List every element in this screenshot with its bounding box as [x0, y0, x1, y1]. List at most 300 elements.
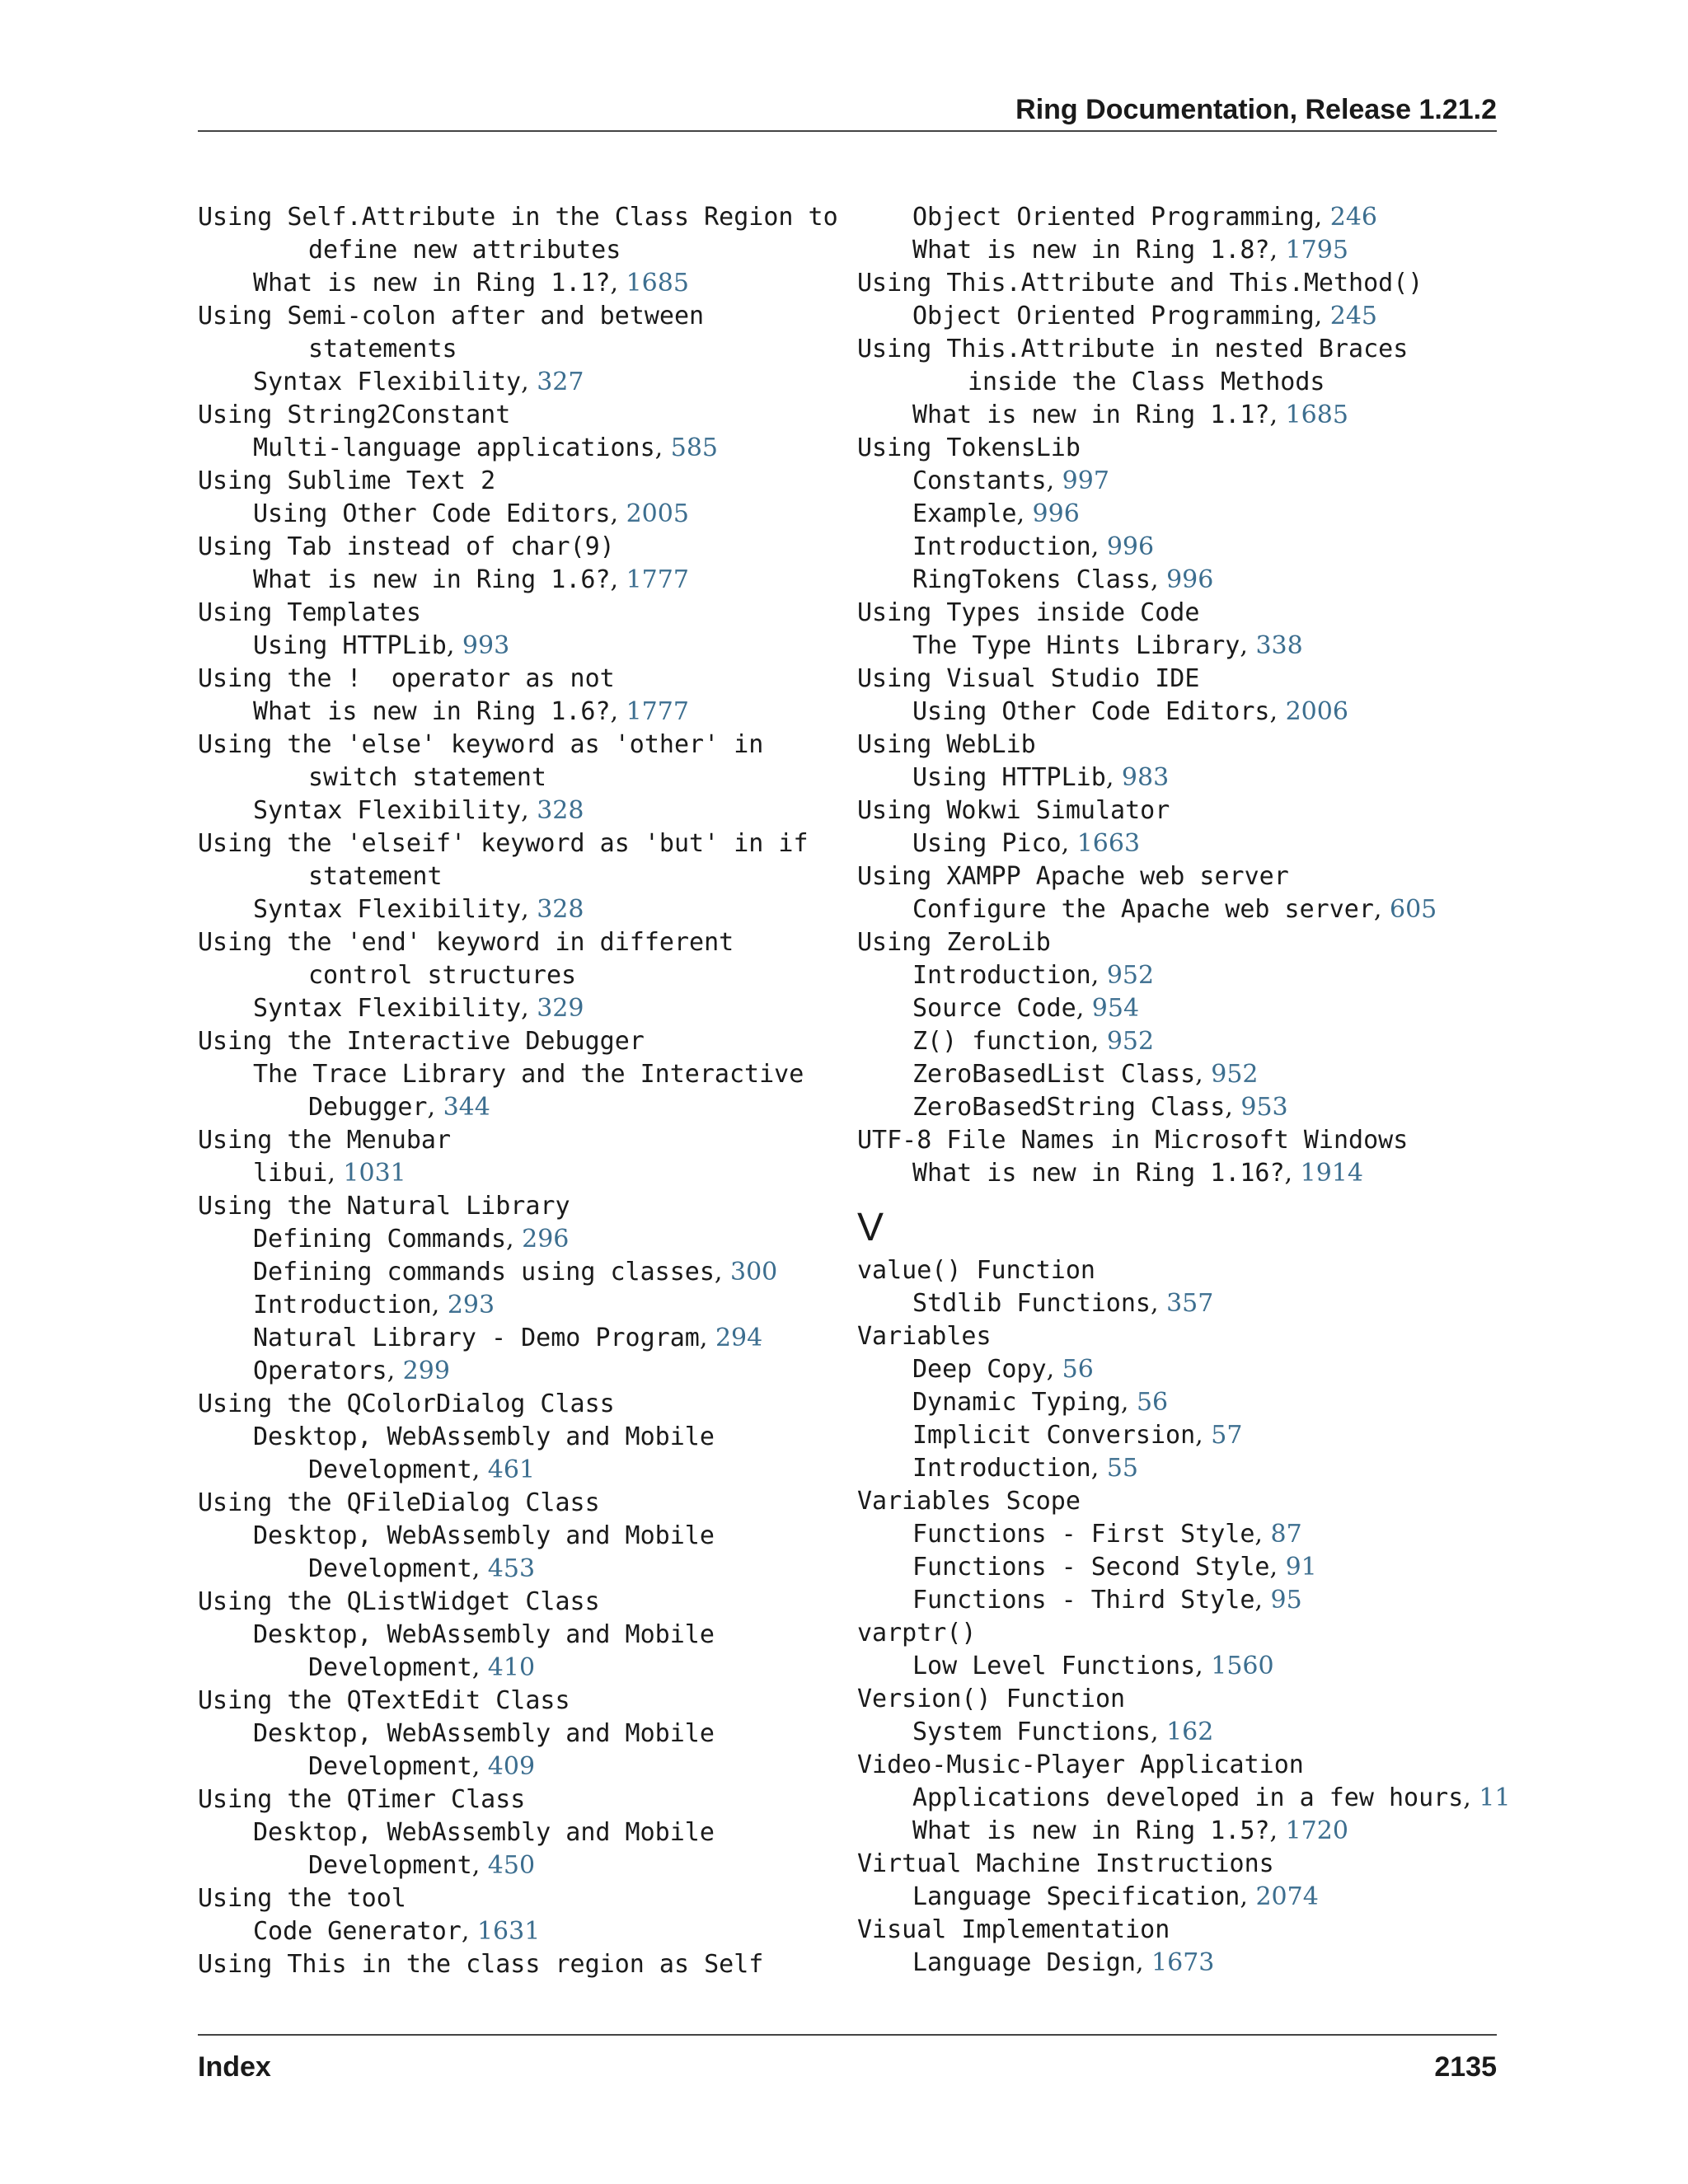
separator-comma: ,: [521, 895, 537, 924]
separator-comma: ,: [1269, 1816, 1286, 1845]
index-text: varptr(): [857, 1619, 977, 1647]
page-link[interactable]: 585: [670, 434, 719, 462]
index-line: [198, 1816, 841, 1849]
index-subterm: [198, 696, 841, 729]
index-line: [857, 564, 1517, 597]
separator-comma: ,: [1150, 1718, 1167, 1746]
index-line: [198, 498, 841, 531]
index-text: Using Visual Studio IDE: [857, 664, 1200, 693]
index-line: [857, 663, 1517, 696]
page-link[interactable]: 344: [443, 1093, 490, 1122]
index-line: [857, 1914, 1517, 1947]
index-text: Using Semi-colon after and between: [198, 302, 705, 330]
index-text: Virtual Machine Instructions: [857, 1849, 1274, 1878]
index-text: Introduction: [912, 961, 1091, 990]
index-line: [857, 432, 1517, 465]
page-link[interactable]: 56: [1062, 1355, 1094, 1384]
index-term: [857, 729, 1517, 762]
index-line: [198, 1322, 841, 1355]
separator-comma: ,: [1150, 565, 1167, 594]
index-subterm: [857, 1157, 1517, 1190]
index-text: Using the QTimer Class: [198, 1785, 526, 1814]
index-subterm: [198, 893, 841, 926]
section-name: Index: [198, 2051, 271, 2083]
index-term: [198, 201, 841, 267]
index-line: [857, 1782, 1517, 1815]
page-link[interactable]: 357: [1166, 1289, 1214, 1318]
index-term: [198, 1487, 841, 1520]
index-text: Using This in the class region as Self: [198, 1950, 764, 1979]
page-link[interactable]: 2006: [1285, 697, 1348, 726]
index-text: What is new in Ring 1.16?: [912, 1159, 1285, 1188]
index-line: [198, 333, 841, 366]
separator-comma: ,: [1254, 1520, 1271, 1549]
index-line: [857, 1584, 1517, 1617]
index-line: [198, 630, 841, 663]
index-text: Variables: [857, 1322, 992, 1351]
index-line: [857, 1617, 1517, 1650]
separator-comma: ,: [610, 565, 626, 594]
index-term: [857, 663, 1517, 696]
index-line: [857, 234, 1517, 267]
index-term: [198, 1948, 841, 1981]
index-text: What is new in Ring 1.8?: [912, 236, 1270, 265]
page-number: 2135: [1434, 2051, 1497, 2083]
page-link[interactable]: 993: [462, 631, 510, 660]
separator-comma: ,: [446, 631, 462, 660]
index-line: [857, 399, 1517, 432]
index-text: statement: [308, 862, 443, 891]
page-link[interactable]: 996: [1106, 532, 1155, 561]
index-line: [198, 1157, 841, 1190]
index-subterm: [857, 465, 1517, 498]
index-text: Configure the Apache web server: [912, 895, 1374, 924]
index-term: [857, 926, 1517, 959]
index-line: [857, 827, 1517, 860]
index-subterm: [198, 1256, 841, 1289]
page-link[interactable]: 953: [1240, 1093, 1288, 1122]
index-line: [198, 1124, 841, 1157]
page-link[interactable]: 299: [402, 1357, 450, 1385]
page-link[interactable]: 409: [487, 1752, 536, 1781]
index-text: Using the ! operator as not: [198, 664, 615, 693]
separator-comma: ,: [1120, 1388, 1137, 1417]
separator-comma: ,: [1061, 829, 1077, 858]
page-link[interactable]: 453: [487, 1554, 536, 1583]
separator-comma: ,: [1016, 499, 1033, 528]
index-line: [857, 366, 1517, 399]
index-line: [198, 1487, 841, 1520]
separator-comma: ,: [1076, 994, 1092, 1023]
page-link[interactable]: 1663: [1076, 829, 1141, 858]
index-subterm: [857, 1947, 1517, 1980]
index-line: [198, 597, 841, 630]
separator-comma: ,: [1314, 203, 1330, 232]
index-subterm: [857, 893, 1517, 926]
page-link[interactable]: 95: [1270, 1586, 1302, 1615]
index-text: switch statement: [308, 763, 546, 792]
index-text: Desktop, WebAssembly and Mobile: [253, 1719, 715, 1748]
index-line: [857, 1749, 1517, 1782]
index-text: Source Code: [912, 994, 1076, 1023]
index-text: Using the Interactive Debugger: [198, 1027, 645, 1056]
page-link[interactable]: 2074: [1255, 1882, 1319, 1911]
page-link[interactable]: 1673: [1151, 1948, 1215, 1977]
page-link[interactable]: 1560: [1211, 1652, 1274, 1680]
index-line: [198, 1421, 841, 1454]
index-text: value() Function: [857, 1256, 1095, 1285]
page-link[interactable]: 91: [1285, 1553, 1317, 1582]
page-link[interactable]: 1777: [626, 697, 689, 726]
index-subterm: [857, 992, 1517, 1025]
index-term: [198, 1783, 841, 1816]
index-text: Using the QListWidget Class: [198, 1587, 600, 1616]
index-text: inside the Class Methods: [968, 368, 1325, 396]
index-text: Language Specification: [912, 1882, 1240, 1911]
page-link[interactable]: 87: [1270, 1520, 1302, 1549]
page-link[interactable]: 1631: [476, 1917, 541, 1946]
separator-comma: ,: [1314, 302, 1330, 330]
page-link[interactable]: 954: [1091, 994, 1140, 1023]
index-line: [198, 1882, 841, 1915]
index-text: UTF-8 File Names in Microsoft Windows: [857, 1126, 1409, 1155]
separator-comma: ,: [1090, 1454, 1107, 1483]
separator-comma: ,: [1284, 1159, 1301, 1188]
index-text: Example: [912, 499, 1017, 528]
separator-comma: ,: [1240, 1882, 1256, 1911]
index-text: Using ZeroLib: [857, 928, 1051, 957]
index-text: Using This.Attribute in nested Braces: [857, 335, 1409, 363]
index-text: Development: [308, 1752, 472, 1781]
index-subterm: [857, 234, 1517, 267]
index-text: Variables Scope: [857, 1487, 1081, 1516]
index-text: ZeroBasedList Class: [912, 1060, 1196, 1089]
index-text: Using Other Code Editors: [253, 499, 611, 528]
index-subterm: [857, 1386, 1517, 1419]
index-text: Using the tool: [198, 1884, 406, 1913]
index-line: [857, 1881, 1517, 1914]
index-subterm: [198, 1816, 841, 1882]
page-link[interactable]: 1914: [1300, 1159, 1363, 1188]
index-text: Video-Music-Player Application: [857, 1750, 1304, 1779]
index-text: Low Level Functions: [912, 1652, 1196, 1680]
index-line: [857, 1848, 1517, 1881]
index-text: Using Sublime Text 2: [198, 466, 496, 495]
index-subterm: [857, 827, 1517, 860]
page-link[interactable]: 55: [1106, 1454, 1139, 1483]
index-text: Development: [308, 1851, 472, 1880]
index-line: [857, 1485, 1517, 1518]
index-text: Using Types inside Code: [857, 598, 1200, 627]
index-text: Desktop, WebAssembly and Mobile: [253, 1422, 715, 1451]
separator-comma: ,: [471, 1653, 488, 1682]
index-line: [198, 1058, 841, 1091]
index-subterm: [857, 1881, 1517, 1914]
index-text: Using the 'end' keyword in different: [198, 928, 734, 957]
index-term: [198, 300, 841, 366]
page-link[interactable]: 1777: [626, 565, 689, 594]
index-line: [198, 794, 841, 827]
index-line: [198, 399, 841, 432]
page-link[interactable]: 996: [1166, 565, 1214, 594]
index-term: [198, 1882, 841, 1915]
index-line: [198, 1619, 841, 1652]
separator-comma: ,: [1105, 763, 1122, 792]
index-text: control structures: [308, 961, 577, 990]
page-link[interactable]: 328: [537, 895, 584, 924]
index-term: [198, 597, 841, 630]
index-term: [198, 399, 841, 432]
separator-comma: ,: [610, 697, 626, 726]
page-link[interactable]: 2005: [626, 499, 689, 528]
index-text: Development: [308, 1653, 472, 1682]
index-subterm: [198, 1223, 841, 1256]
index-line: [198, 1454, 841, 1487]
index-line: [198, 992, 841, 1025]
index-subterm: [198, 1718, 841, 1783]
page-link[interactable]: 996: [1032, 499, 1080, 528]
index-line: [857, 959, 1517, 992]
index-line: [198, 234, 841, 267]
index-term: [857, 794, 1517, 827]
page-link[interactable]: 605: [1390, 895, 1437, 924]
index-line: [857, 1124, 1517, 1157]
index-column-right: [857, 201, 1517, 1980]
separator-comma: ,: [1240, 631, 1256, 660]
page-link[interactable]: 296: [522, 1225, 570, 1254]
index-line: [857, 1157, 1517, 1190]
index-line: [198, 1849, 841, 1882]
index-subterm: [198, 1421, 841, 1487]
index-subterm: [198, 1520, 841, 1586]
separator-comma: ,: [521, 994, 537, 1023]
page-link[interactable]: 952: [1106, 961, 1155, 990]
index-subterm: [198, 1322, 841, 1355]
index-line: [857, 333, 1517, 366]
index-text: Syntax Flexibility: [253, 796, 522, 825]
index-text: Using the QFileDialog Class: [198, 1488, 600, 1517]
index-term: [198, 1025, 841, 1058]
page-link[interactable]: 983: [1121, 763, 1170, 792]
index-text: Using the QTextEdit Class: [198, 1686, 570, 1715]
separator-comma: ,: [699, 1324, 715, 1352]
index-line: [198, 564, 841, 597]
index-text: Introduction: [253, 1291, 432, 1319]
page-link[interactable]: 1795: [1285, 236, 1348, 265]
index-column-left: [198, 201, 841, 1981]
index-text: Using the 'elseif' keyword as 'but' in if: [198, 829, 809, 858]
index-subterm: [857, 1815, 1517, 1848]
index-subterm: [857, 531, 1517, 564]
index-text: Operators: [253, 1357, 387, 1385]
index-line: [857, 794, 1517, 827]
index-subterm: [198, 366, 841, 399]
index-line: [198, 267, 841, 300]
index-text: Functions - First Style: [912, 1520, 1255, 1549]
index-text: Using the Menubar: [198, 1126, 452, 1155]
index-subterm: [857, 1551, 1517, 1584]
index-text: Using HTTPLib: [912, 763, 1106, 792]
index-text: Using XAMPP Apache web server: [857, 862, 1289, 891]
page-link[interactable]: 56: [1136, 1388, 1169, 1417]
index-line: [857, 1025, 1517, 1058]
page-link[interactable]: 410: [487, 1653, 536, 1682]
index-subterm: [198, 1157, 841, 1190]
index-text: Introduction: [912, 532, 1091, 561]
index-text: Desktop, WebAssembly and Mobile: [253, 1818, 715, 1847]
page-link[interactable]: 450: [487, 1851, 536, 1880]
page-link[interactable]: 952: [1211, 1060, 1259, 1089]
index-line: [198, 465, 841, 498]
page-link[interactable]: 294: [715, 1324, 763, 1352]
index-line: [198, 1289, 841, 1322]
index-subterm: [857, 1584, 1517, 1617]
index-text: Defining Commands: [253, 1225, 507, 1254]
index-text: The Trace Library and the Interactive: [253, 1060, 804, 1089]
index-text: Stdlib Functions: [912, 1289, 1151, 1318]
index-term: [198, 1388, 841, 1421]
index-line: [857, 267, 1517, 300]
page-link[interactable]: 461: [487, 1455, 536, 1484]
index-subterm: [857, 1716, 1517, 1749]
index-text: Development: [308, 1455, 472, 1484]
index-subterm: [857, 399, 1517, 432]
index-text: Debugger: [308, 1093, 428, 1122]
page-link[interactable]: 997: [1062, 466, 1109, 495]
page-link[interactable]: 1685: [626, 269, 689, 298]
index-text: Using String2Constant: [198, 401, 511, 429]
index-subterm: [198, 1289, 841, 1322]
separator-comma: ,: [1135, 1948, 1152, 1977]
index-subterm: [857, 762, 1517, 794]
page-link[interactable]: 328: [537, 796, 584, 825]
index-text: Natural Library - Demo Program: [253, 1324, 700, 1352]
index-text: Using This.Attribute and This.Method(): [857, 269, 1423, 298]
index-subterm: [198, 794, 841, 827]
page-link[interactable]: 952: [1106, 1027, 1155, 1056]
index-line: [198, 1190, 841, 1223]
index-line: [198, 959, 841, 992]
page-link[interactable]: 293: [447, 1291, 495, 1319]
index-text: What is new in Ring 1.1?: [912, 401, 1270, 429]
index-text: System Functions: [912, 1718, 1151, 1746]
index-line: [198, 729, 841, 762]
index-term: [857, 267, 1517, 300]
page-link[interactable]: 11: [1479, 1783, 1511, 1812]
index-line: [198, 663, 841, 696]
index-text: Language Design: [912, 1948, 1136, 1977]
page-link[interactable]: 57: [1211, 1421, 1243, 1450]
index-line: [857, 1353, 1517, 1386]
running-footer: [198, 2034, 1497, 2083]
index-subterm: [857, 1419, 1517, 1452]
separator-comma: ,: [427, 1093, 443, 1122]
index-subterm: [857, 696, 1517, 729]
index-term: [198, 1190, 841, 1223]
page-link[interactable]: 245: [1329, 302, 1378, 330]
index-subterm: [198, 630, 841, 663]
index-line: [198, 1520, 841, 1553]
index-line: [857, 1650, 1517, 1683]
index-term: [857, 1749, 1517, 1782]
index-subterm: [857, 1650, 1517, 1683]
index-text: Desktop, WebAssembly and Mobile: [253, 1620, 715, 1649]
index-term: [857, 333, 1517, 399]
index-text: Introduction: [912, 1454, 1091, 1483]
index-subterm: [198, 267, 841, 300]
index-subterm: [198, 498, 841, 531]
page-link[interactable]: 162: [1166, 1718, 1214, 1746]
index-term: [198, 827, 841, 893]
index-term: [857, 860, 1517, 893]
index-line: [857, 1683, 1517, 1716]
page-link[interactable]: 327: [537, 368, 584, 396]
index-subterm: [857, 1518, 1517, 1551]
separator-comma: ,: [521, 796, 537, 825]
separator-comma: ,: [521, 368, 537, 396]
index-text: ZeroBasedString Class: [912, 1093, 1226, 1122]
separator-comma: ,: [654, 434, 671, 462]
index-subterm: [857, 1782, 1517, 1815]
index-text: Using Self.Attribute in the Class Region to: [198, 203, 838, 232]
separator-comma: ,: [1046, 1355, 1062, 1384]
index-line: [857, 1386, 1517, 1419]
index-text: Using Wokwi Simulator: [857, 796, 1170, 825]
index-term: [857, 1914, 1517, 1947]
index-term: [198, 729, 841, 794]
index-text: statements: [308, 335, 457, 363]
index-line: [198, 762, 841, 794]
separator-comma: ,: [1195, 1421, 1212, 1450]
page-link[interactable]: 1685: [1285, 401, 1348, 429]
index-term: [198, 465, 841, 498]
index-line: [198, 432, 841, 465]
page-link[interactable]: 329: [537, 994, 584, 1023]
index-term: [857, 597, 1517, 630]
index-text: Object Oriented Programming: [912, 302, 1315, 330]
page-link[interactable]: 1031: [343, 1159, 406, 1188]
page-link[interactable]: 300: [730, 1258, 778, 1286]
index-text: Applications developed in a few hours: [912, 1783, 1464, 1812]
page-link[interactable]: 246: [1329, 203, 1378, 232]
index-term: [857, 1124, 1517, 1157]
index-line: [857, 597, 1517, 630]
separator-comma: ,: [714, 1258, 730, 1286]
index-text: Dynamic Typing: [912, 1388, 1121, 1417]
index-text: Using Pico: [912, 829, 1062, 858]
index-line: [857, 696, 1517, 729]
page-link[interactable]: 1720: [1285, 1816, 1348, 1845]
index-line: [198, 1553, 841, 1586]
page-link[interactable]: 338: [1255, 631, 1303, 660]
separator-comma: ,: [1254, 1586, 1271, 1615]
index-text: Using the Natural Library: [198, 1192, 570, 1221]
index-subterm: [857, 959, 1517, 992]
separator-comma: ,: [1090, 532, 1107, 561]
index-text: Deep Copy: [912, 1355, 1047, 1384]
index-term: [198, 663, 841, 696]
index-line: [198, 201, 841, 234]
index-line: [198, 1388, 841, 1421]
index-text: Defining commands using classes: [253, 1258, 715, 1286]
separator-comma: ,: [461, 1917, 477, 1946]
separator-comma: ,: [1463, 1783, 1479, 1812]
index-line: [857, 1551, 1517, 1584]
index-subterm: [857, 1091, 1517, 1124]
index-text: Using TokensLib: [857, 434, 1081, 462]
index-line: [857, 762, 1517, 794]
index-text: Using Templates: [198, 598, 421, 627]
